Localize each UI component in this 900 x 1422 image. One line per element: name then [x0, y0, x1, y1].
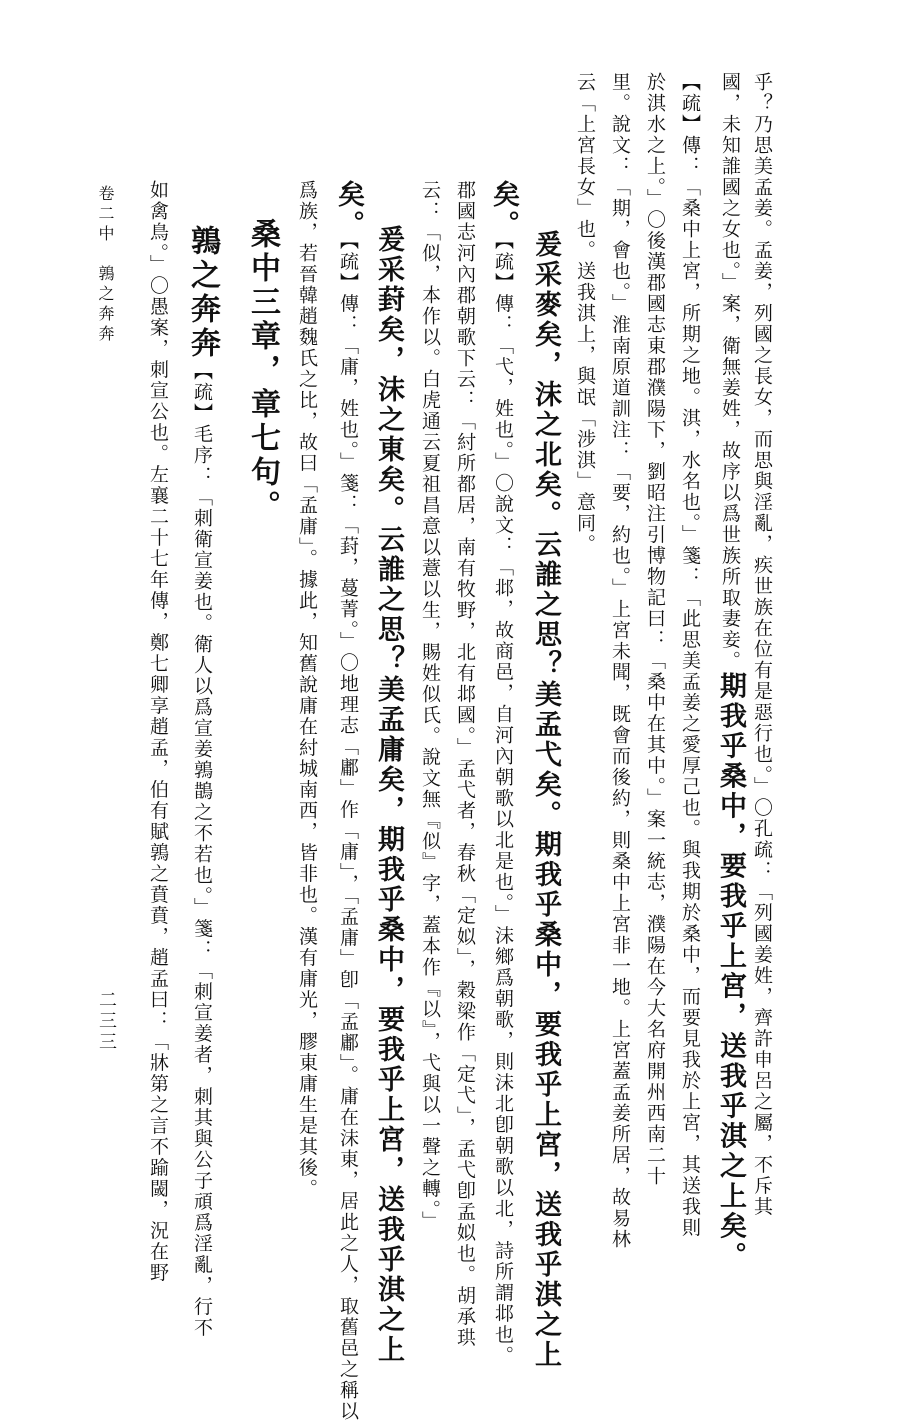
text-column-12	[335, 180, 362, 1422]
verse-text: 矣。	[333, 180, 364, 240]
page-number: 二三三	[96, 990, 117, 1053]
commentary-text: 【疏】傳：「弋，姓也。」〇說文：「邶，故商邑，自河內朝歌以北是也。」沫鄉爲朝歌，則沫北卽朝歌以北，詩所謂邶也。	[492, 240, 514, 1367]
text-column-16: 如禽鳥。」〇愚案，刺宣公也。左襄二十七年傳，鄭七卿享趙孟，伯有賦鶉之賁賁，趙孟曰：「牀第之言不踰閾，況在野	[147, 180, 169, 1284]
poem-title: 鶉之奔奔	[185, 225, 220, 361]
text-column-2	[717, 72, 744, 1272]
text-column-6: 云「上宮長女」也。送我淇上，與氓「涉淇」意同。	[574, 72, 596, 555]
text-column-13: 爲族，若晉韓趙魏氏之比，故曰「孟庸」。據此，知舊說庸在紂城南西，皆非也。漢有庸光，膠東庸生是其後。	[296, 180, 318, 1200]
text-column-15	[185, 225, 220, 1339]
text-column-8	[490, 180, 517, 1367]
verse-text: 矣。	[488, 180, 519, 240]
verse-column-7: 爰采麥矣，沫之北矣。云誰之思？美孟弋矣。期我乎桑中，要我乎上宮，送我乎淇之上	[530, 230, 561, 1370]
commentary-text: 【疏】傳：「庸，姓也。」箋：「葑，蔓菁。」〇地理志「鄘」作「庸」，「孟庸」卽「孟鄘」。庸在沫東，居此之人，取舊邑之稱以	[337, 240, 359, 1422]
verse-text: 期我乎桑中，要我乎上宮，送我乎淇之上矣。	[715, 671, 746, 1272]
text-column-5: 里。說文：「期，會也。」淮南原道訓注：「要，約也。」上宮未聞，既會而後約，則桑中上宮非一地。上宮蓋孟姜所居，故易林	[609, 72, 631, 1250]
chapter-count-heading: 桑中三章，章七句。	[245, 218, 280, 524]
text-column-4: 於淇水之上。」〇後漢郡國志東郡濮陽下，劉昭注引博物記曰：「桑中在其中。」案一統志，濮陽在今大名府開州西南二十	[644, 72, 666, 1187]
text-column-3: 【疏】傳：「桑中上宮，所期之地。淇，水名也。」箋：「此思美孟姜之愛厚己也。與我期於桑中，而要見我於上宮，其送我則	[679, 72, 701, 1239]
text-column-1: 乎？乃思美孟姜。孟姜，列國之長女，而思與淫亂，疾世族在位有是惡行也。」〇孔疏：「列國姜姓，齊許申呂之屬，不斥其	[751, 72, 773, 1218]
text-column-9: 郡國志河內郡朝歌下云：「紂所都居，南有牧野，北有邶國。」孟弋者，春秋「定姒」，穀梁作「定弋」，孟弋卽孟姒也。胡承珙	[454, 180, 476, 1349]
commentary-text: 國，未知誰國之女也。」案，衛無姜姓，故序以爲世族所取妻妾。	[719, 72, 741, 672]
running-header: 卷二中 鶉之奔奔	[96, 185, 115, 345]
verse-column-11: 爰采葑矣，沫之東矣。云誰之思？美孟庸矣，期我乎桑中，要我乎上宮，送我乎淇之上	[373, 225, 404, 1365]
commentary-text: 【疏】毛序：「刺衛宣姜也。衛人以爲宣姜鶉鵲之不若也。」箋：「刺宣姜者，刺其與公子頑爲淫亂，行不	[191, 361, 213, 1339]
text-column-10: 云：「似，本作以。白虎通云夏祖昌意以薏以生，賜姓似氏。說文無『似』字，蓋本作『以』，弋與以一聲之轉。」	[419, 180, 441, 1232]
